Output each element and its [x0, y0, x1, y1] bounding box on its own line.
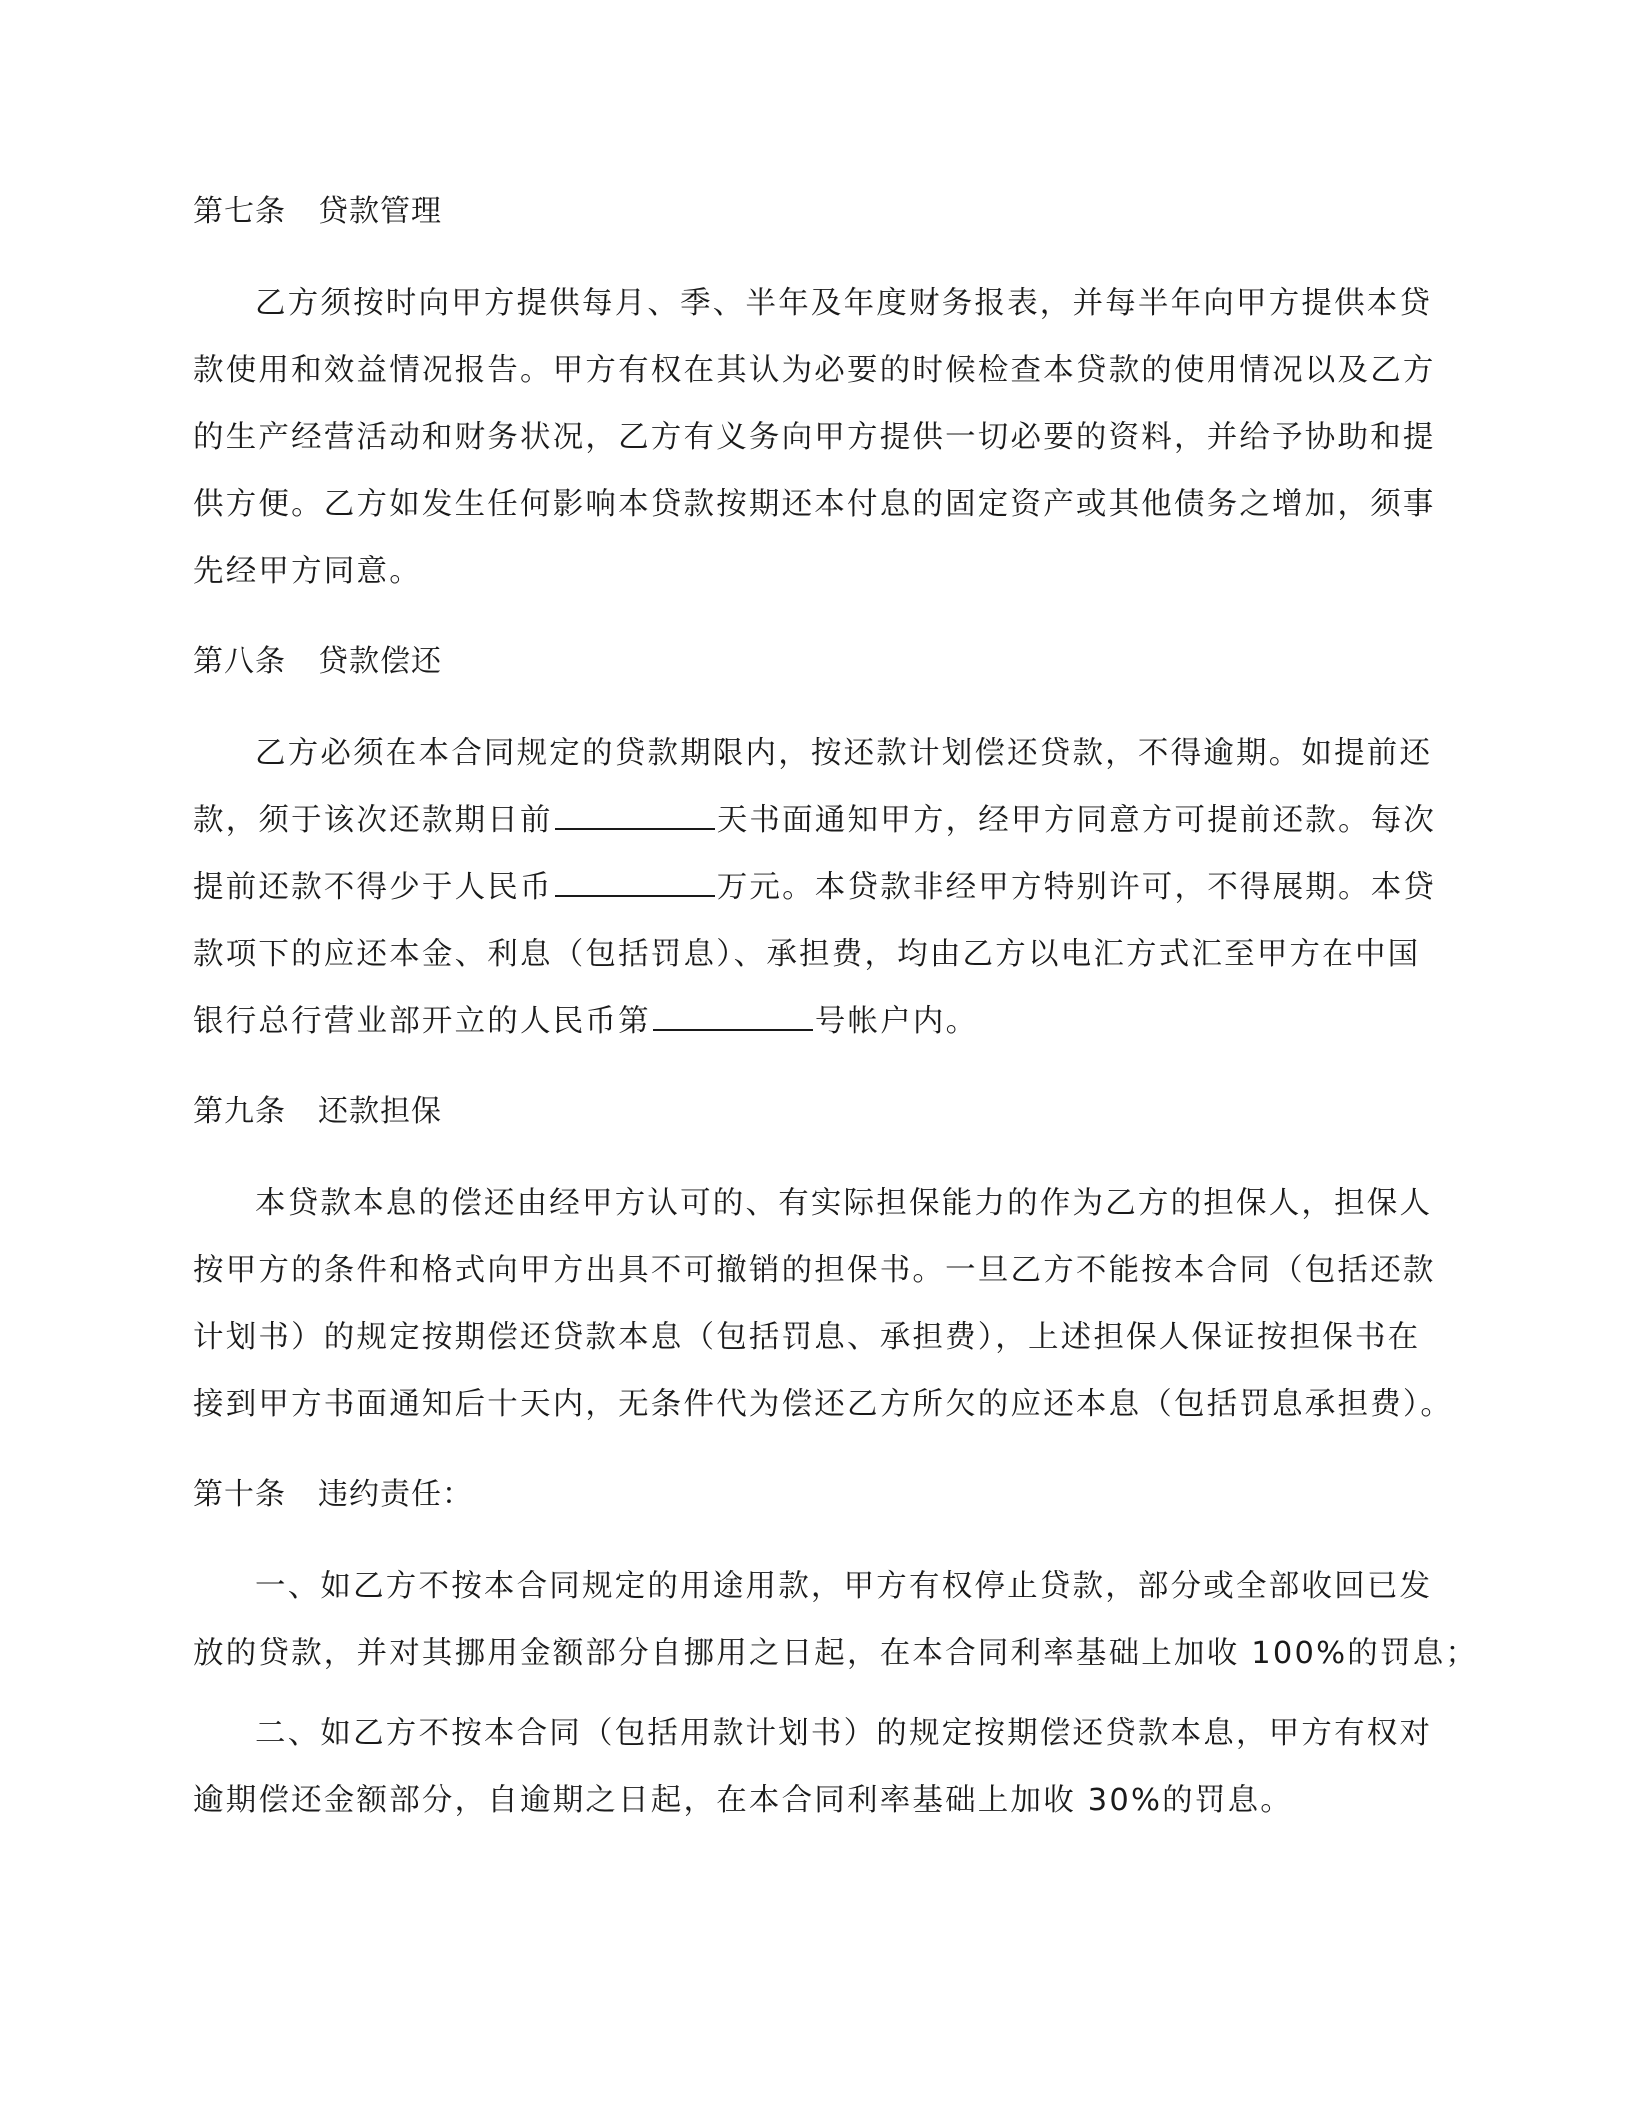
article-7-heading: [193, 192, 442, 232]
text-line: 计划书）的规定按期偿还贷款本息（包括罚息、承担费），上述担保人保证按担保书在: [193, 1320, 1421, 1355]
article-title: 贷款偿还: [318, 644, 442, 679]
text-line: 乙方须按时向甲方提供每月、季、半年及年度财务报表，并每半年向甲方提供本贷: [255, 286, 1433, 321]
text-segment: 提前还款不得少于人民币: [193, 870, 553, 905]
article-7-paragraph: [193, 270, 1436, 605]
article-title: 违约责任：: [318, 1477, 473, 1512]
text-line: 先经甲方同意。: [193, 554, 422, 589]
text-line: 乙方必须在本合同规定的贷款期限内，按还款计划偿还贷款，不得逾期。如提前还: [255, 736, 1433, 771]
article-10-paragraph-1: [193, 1553, 1479, 1687]
text-segment: 万元。本贷款非经甲方特别许可，不得展期。本贷: [716, 870, 1437, 905]
text-line: 接到甲方书面通知后十天内，无条件代为偿还乙方所欠的应还本息（包括罚息承担费）。: [193, 1387, 1454, 1422]
text-line: 二、如乙方不按本合同（包括用款计划书）的规定按期偿还贷款本息，甲方有权对: [255, 1716, 1433, 1751]
article-10-paragraph-2: [193, 1700, 1433, 1834]
text-line: [193, 787, 1437, 854]
text-line: 本贷款本息的偿还由经甲方认可的、有实际担保能力的作为乙方的担保人，担保人: [255, 1186, 1433, 1221]
article-10-heading: [193, 1475, 473, 1515]
text-line: 供方便。乙方如发生任何影响本贷款按期还本付息的固定资产或其他债务之增加，须事: [193, 487, 1436, 522]
article-number: 第七条: [193, 194, 286, 229]
article-8-paragraph: [193, 720, 1437, 1055]
text-line: 放的贷款，并对其挪用金额部分自挪用之日起，在本合同利率基础上加收 100%的罚息；: [193, 1636, 1479, 1671]
fill-in-blank: [555, 867, 715, 897]
article-title: 还款担保: [318, 1094, 442, 1129]
article-number: 第九条: [193, 1094, 286, 1129]
text-line: [193, 854, 1437, 921]
text-line: 一、如乙方不按本合同规定的用途用款，甲方有权停止贷款，部分或全部收回已发: [255, 1569, 1433, 1604]
article-number: 第八条: [193, 644, 286, 679]
article-9-heading: [193, 1092, 442, 1132]
article-number: 第十条: [193, 1477, 286, 1512]
text-line: 的生产经营活动和财务状况，乙方有义务向甲方提供一切必要的资料，并给予协助和提: [193, 420, 1436, 455]
text-segment: 款，须于该次还款期日前: [193, 803, 553, 838]
fill-in-blank: [653, 1001, 813, 1031]
text-line: 逾期偿还金额部分，自逾期之日起，在本合同利率基础上加收 30%的罚息。: [193, 1783, 1293, 1818]
text-line: [193, 988, 1405, 1055]
text-line: 款项下的应还本金、利息（包括罚息）、承担费，均由乙方以电汇方式汇至甲方在中国: [193, 937, 1421, 972]
text-segment: 天书面通知甲方，经甲方同意方可提前还款。每次: [716, 803, 1437, 838]
text-line: 款使用和效益情况报告。甲方有权在其认为必要的时候检查本贷款的使用情况以及乙方: [193, 353, 1436, 388]
text-segment: 银行总行营业部开立的人民币第: [193, 1004, 651, 1039]
fill-in-blank: [555, 800, 715, 830]
article-8-heading: [193, 642, 442, 682]
article-title: 贷款管理: [318, 194, 442, 229]
text-line: 按甲方的条件和格式向甲方出具不可撤销的担保书。一旦乙方不能按本合同（包括还款: [193, 1253, 1436, 1288]
article-9-paragraph: [193, 1170, 1454, 1438]
text-segment: 号帐户内。: [814, 1004, 979, 1039]
